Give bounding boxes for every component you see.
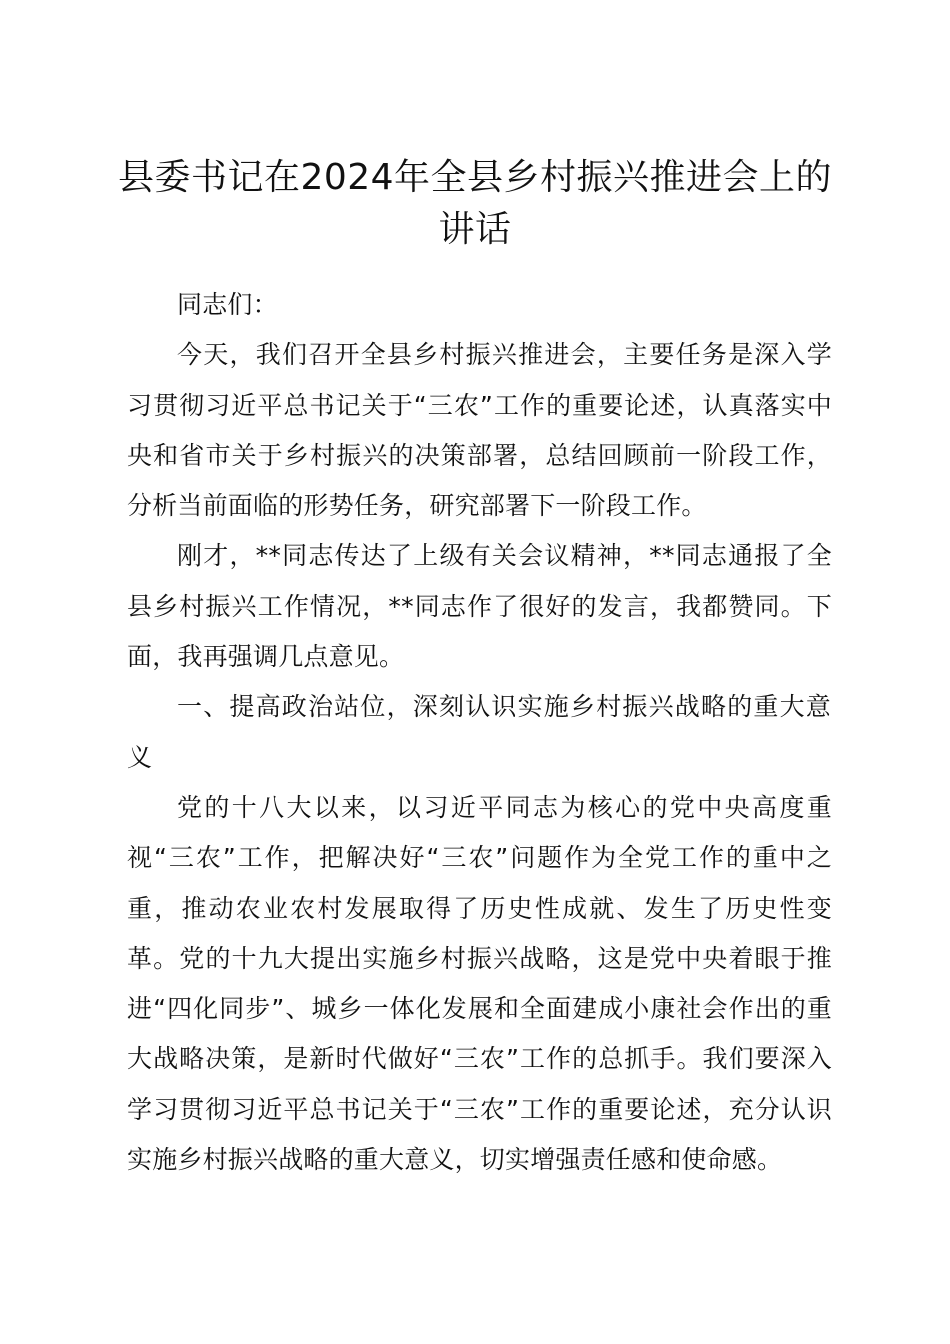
section-heading: 一、提高政治站位，深刻认识实施乡村振兴战略的重大意义 <box>127 692 833 772</box>
document-title: 县委书记在2024年全县乡村振兴推进会上的讲话 <box>117 157 833 250</box>
paragraph-opening: 今天，我们召开全县乡村振兴推进会，主要任务是深入学习贯彻习近平总书记关于“三农”工作的重要论述，认真落实中央和省市关于乡村振兴的决策部署，总结回顾前一阶段工作，分析当前面临的形势任务，研究部署下一阶段工作。 <box>127 340 832 521</box>
salutation: 同志们： <box>177 290 278 319</box>
document-body <box>127 280 832 1185</box>
paragraph-section-one: 党的十八大以来，以习近平同志为核心的党中央高度重视“三农”工作，把解决好“三农”问题作为全党工作的重中之重，推动农业农村发展取得了历史性成就、发生了历史性变革。党的十九大提出实施乡村振兴战略，这是党中央着眼于推进“四化同步”、城乡一体化发展和全面建成小康社会作出的重大战略决策，是新时代做好“三农”工作的总抓手。我们要深入学习贯彻习近平总书记关于“三农”工作的重要论述，充分认识实施乡村振兴战略的重大意义，切实增强责任感和使命感。 <box>127 792 832 1175</box>
paragraph-remarks: 刚才，**同志传达了上级有关会议精神，**同志通报了全县乡村振兴工作情况，**同志作了很好的发言，我都赞同。下面，我再强调几点意见。 <box>127 541 832 672</box>
